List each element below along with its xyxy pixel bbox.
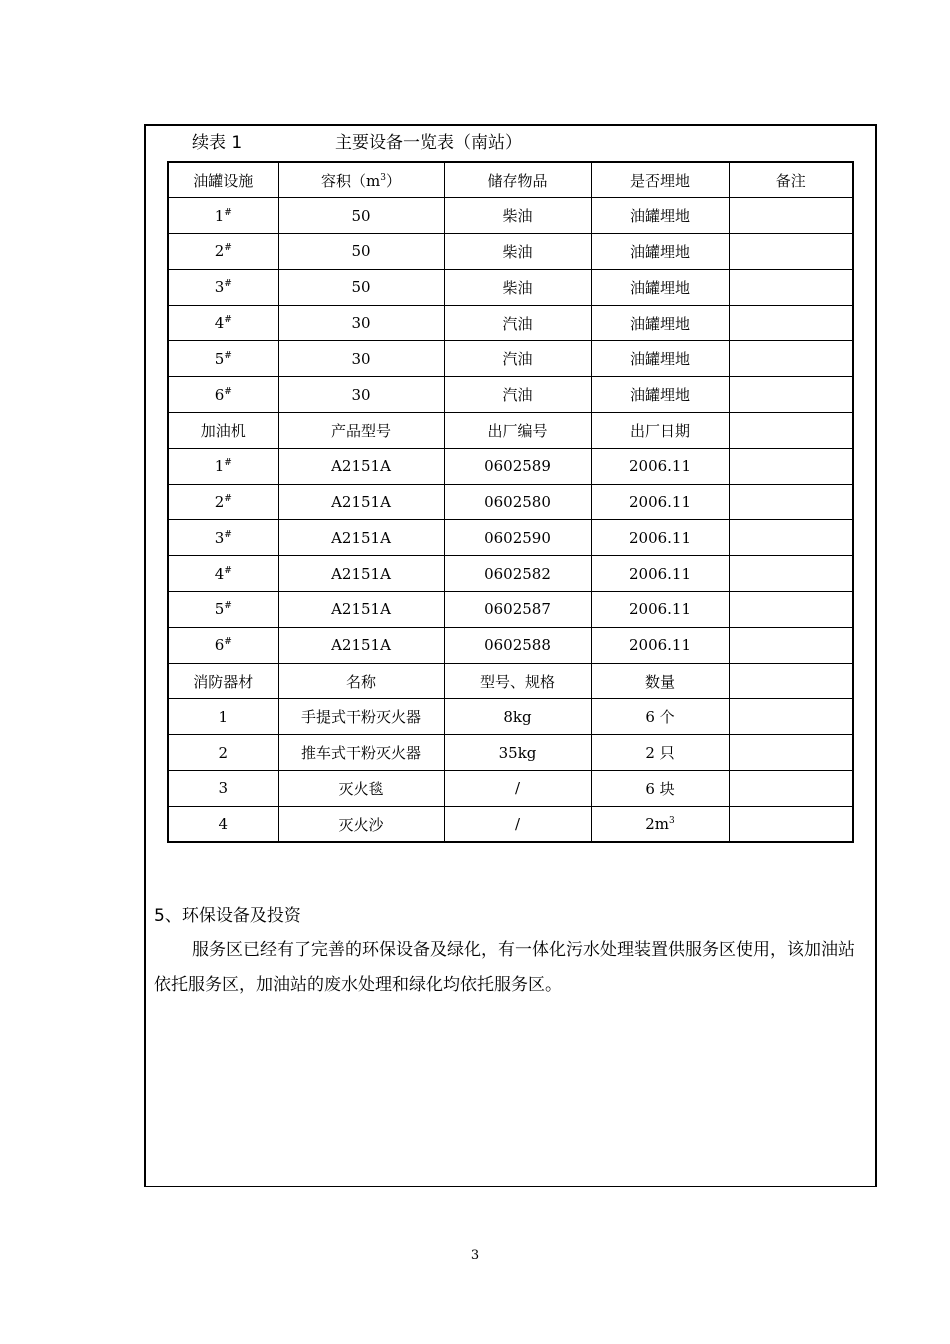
tank-row <box>168 377 853 413</box>
tank-content: 汽油 <box>444 341 591 377</box>
fire-qty: 6 个 <box>591 699 729 735</box>
dispenser-serial: 0602587 <box>444 592 591 628</box>
fire-name: 灭火沙 <box>278 806 444 842</box>
dispenser-row <box>168 484 853 520</box>
fire-id: 1 <box>168 699 278 735</box>
tank-volume: 50 <box>278 234 444 270</box>
header-name: 名称 <box>278 663 444 699</box>
dispenser-id: 6# <box>168 627 278 663</box>
dispenser-header-row <box>168 413 853 449</box>
tank-id: 4# <box>168 305 278 341</box>
table-caption-title: 主要设备一览表（南站） <box>335 133 522 153</box>
dispenser-note <box>729 592 853 628</box>
fire-spec: / <box>444 771 591 807</box>
header-stored-goods: 储存物品 <box>444 162 591 198</box>
tank-note <box>729 305 853 341</box>
tank-id: 6# <box>168 377 278 413</box>
table-caption-label: 续表 1 <box>192 133 243 153</box>
tank-buried: 油罐埋地 <box>591 341 729 377</box>
tank-content: 汽油 <box>444 305 591 341</box>
tank-id: 5# <box>168 341 278 377</box>
dispenser-date: 2006.11 <box>591 592 729 628</box>
tank-content: 柴油 <box>444 234 591 270</box>
tank-volume: 50 <box>278 198 444 234</box>
dispenser-note <box>729 520 853 556</box>
dispenser-row <box>168 520 853 556</box>
dispenser-model: A2151A <box>278 556 444 592</box>
dispenser-id: 4# <box>168 556 278 592</box>
dispenser-model: A2151A <box>278 520 444 556</box>
fire-qty: $2m^3$ <box>591 806 729 842</box>
header-date: 出厂日期 <box>591 413 729 449</box>
header-serial: 出厂编号 <box>444 413 591 449</box>
tank-note <box>729 269 853 305</box>
dispenser-note <box>729 484 853 520</box>
header-remarks: 备注 <box>729 162 853 198</box>
dispenser-model: A2151A <box>278 484 444 520</box>
fire-spec: 35kg <box>444 735 591 771</box>
dispenser-id: 5# <box>168 592 278 628</box>
fire-id: 2 <box>168 735 278 771</box>
dispenser-date: 2006.11 <box>591 484 729 520</box>
fire-qty: 2 只 <box>591 735 729 771</box>
header-fire-equipment: 消防器材 <box>168 663 278 699</box>
page-number: 3 <box>470 1248 480 1263</box>
tank-row <box>168 198 853 234</box>
fire-row <box>168 771 853 807</box>
fire-row <box>168 806 853 842</box>
header-volume: 容积$(m^3)$ <box>278 162 444 198</box>
dispenser-row <box>168 556 853 592</box>
dispenser-model: A2151A <box>278 448 444 484</box>
dispenser-id: 2# <box>168 484 278 520</box>
dispenser-serial: 0602580 <box>444 484 591 520</box>
tank-volume: 30 <box>278 377 444 413</box>
dispenser-model: A2151A <box>278 592 444 628</box>
tank-id: 3# <box>168 269 278 305</box>
dispenser-row <box>168 448 853 484</box>
tank-buried: 油罐埋地 <box>591 269 729 305</box>
tank-row <box>168 234 853 270</box>
tank-note <box>729 234 853 270</box>
tank-note <box>729 198 853 234</box>
dispenser-serial: 0602590 <box>444 520 591 556</box>
dispenser-serial: 0602588 <box>444 627 591 663</box>
equipment-table <box>167 161 854 843</box>
dispenser-date: 2006.11 <box>591 448 729 484</box>
tank-row <box>168 341 853 377</box>
header-buried: 是否埋地 <box>591 162 729 198</box>
fire-note <box>729 735 853 771</box>
fire-name: 手提式干粉灭火器 <box>278 699 444 735</box>
dispenser-model: A2151A <box>278 627 444 663</box>
tank-id: 2# <box>168 234 278 270</box>
fire-name: 推车式干粉灭火器 <box>278 735 444 771</box>
tank-buried: 油罐埋地 <box>591 198 729 234</box>
section-heading: 5、环保设备及投资 <box>154 906 301 926</box>
tank-buried: 油罐埋地 <box>591 234 729 270</box>
fire-qty: 6 块 <box>591 771 729 807</box>
header-blank <box>729 663 853 699</box>
dispenser-note <box>729 627 853 663</box>
dispenser-note <box>729 556 853 592</box>
fire-note <box>729 699 853 735</box>
tank-row <box>168 269 853 305</box>
tank-volume: 50 <box>278 269 444 305</box>
tank-buried: 油罐埋地 <box>591 377 729 413</box>
header-dispenser: 加油机 <box>168 413 278 449</box>
dispenser-row <box>168 627 853 663</box>
tank-volume: 30 <box>278 341 444 377</box>
tank-id: 1# <box>168 198 278 234</box>
dispenser-date: 2006.11 <box>591 627 729 663</box>
dispenser-serial: 0602589 <box>444 448 591 484</box>
dispenser-id: 3# <box>168 520 278 556</box>
section-paragraph: 服务区已经有了完善的环保设备及绿化，有一体化污水处理装置供服务区使用，该加油站依托服务区，加油站的废水处理和绿化均依托服务区。 <box>154 940 855 995</box>
fire-spec: 8kg <box>444 699 591 735</box>
header-spec: 型号、规格 <box>444 663 591 699</box>
tank-row <box>168 305 853 341</box>
fire-name: 灭火毯 <box>278 771 444 807</box>
header-qty: 数量 <box>591 663 729 699</box>
dispenser-id: 1# <box>168 448 278 484</box>
dispenser-row <box>168 592 853 628</box>
fire-row <box>168 735 853 771</box>
tank-header-row <box>168 162 853 198</box>
tank-note <box>729 377 853 413</box>
fire-id: 3 <box>168 771 278 807</box>
header-model: 产品型号 <box>278 413 444 449</box>
fire-note <box>729 771 853 807</box>
tank-note <box>729 341 853 377</box>
header-tank-facility: 油罐设施 <box>168 162 278 198</box>
dispenser-note <box>729 448 853 484</box>
tank-buried: 油罐埋地 <box>591 305 729 341</box>
fire-note <box>729 806 853 842</box>
dispenser-date: 2006.11 <box>591 556 729 592</box>
fire-id: 4 <box>168 806 278 842</box>
fire-row <box>168 699 853 735</box>
tank-volume: 30 <box>278 305 444 341</box>
dispenser-date: 2006.11 <box>591 520 729 556</box>
fire-header-row <box>168 663 853 699</box>
fire-spec: / <box>444 806 591 842</box>
dispenser-serial: 0602582 <box>444 556 591 592</box>
tank-content: 柴油 <box>444 198 591 234</box>
tank-content: 汽油 <box>444 377 591 413</box>
header-blank <box>729 413 853 449</box>
tank-content: 柴油 <box>444 269 591 305</box>
